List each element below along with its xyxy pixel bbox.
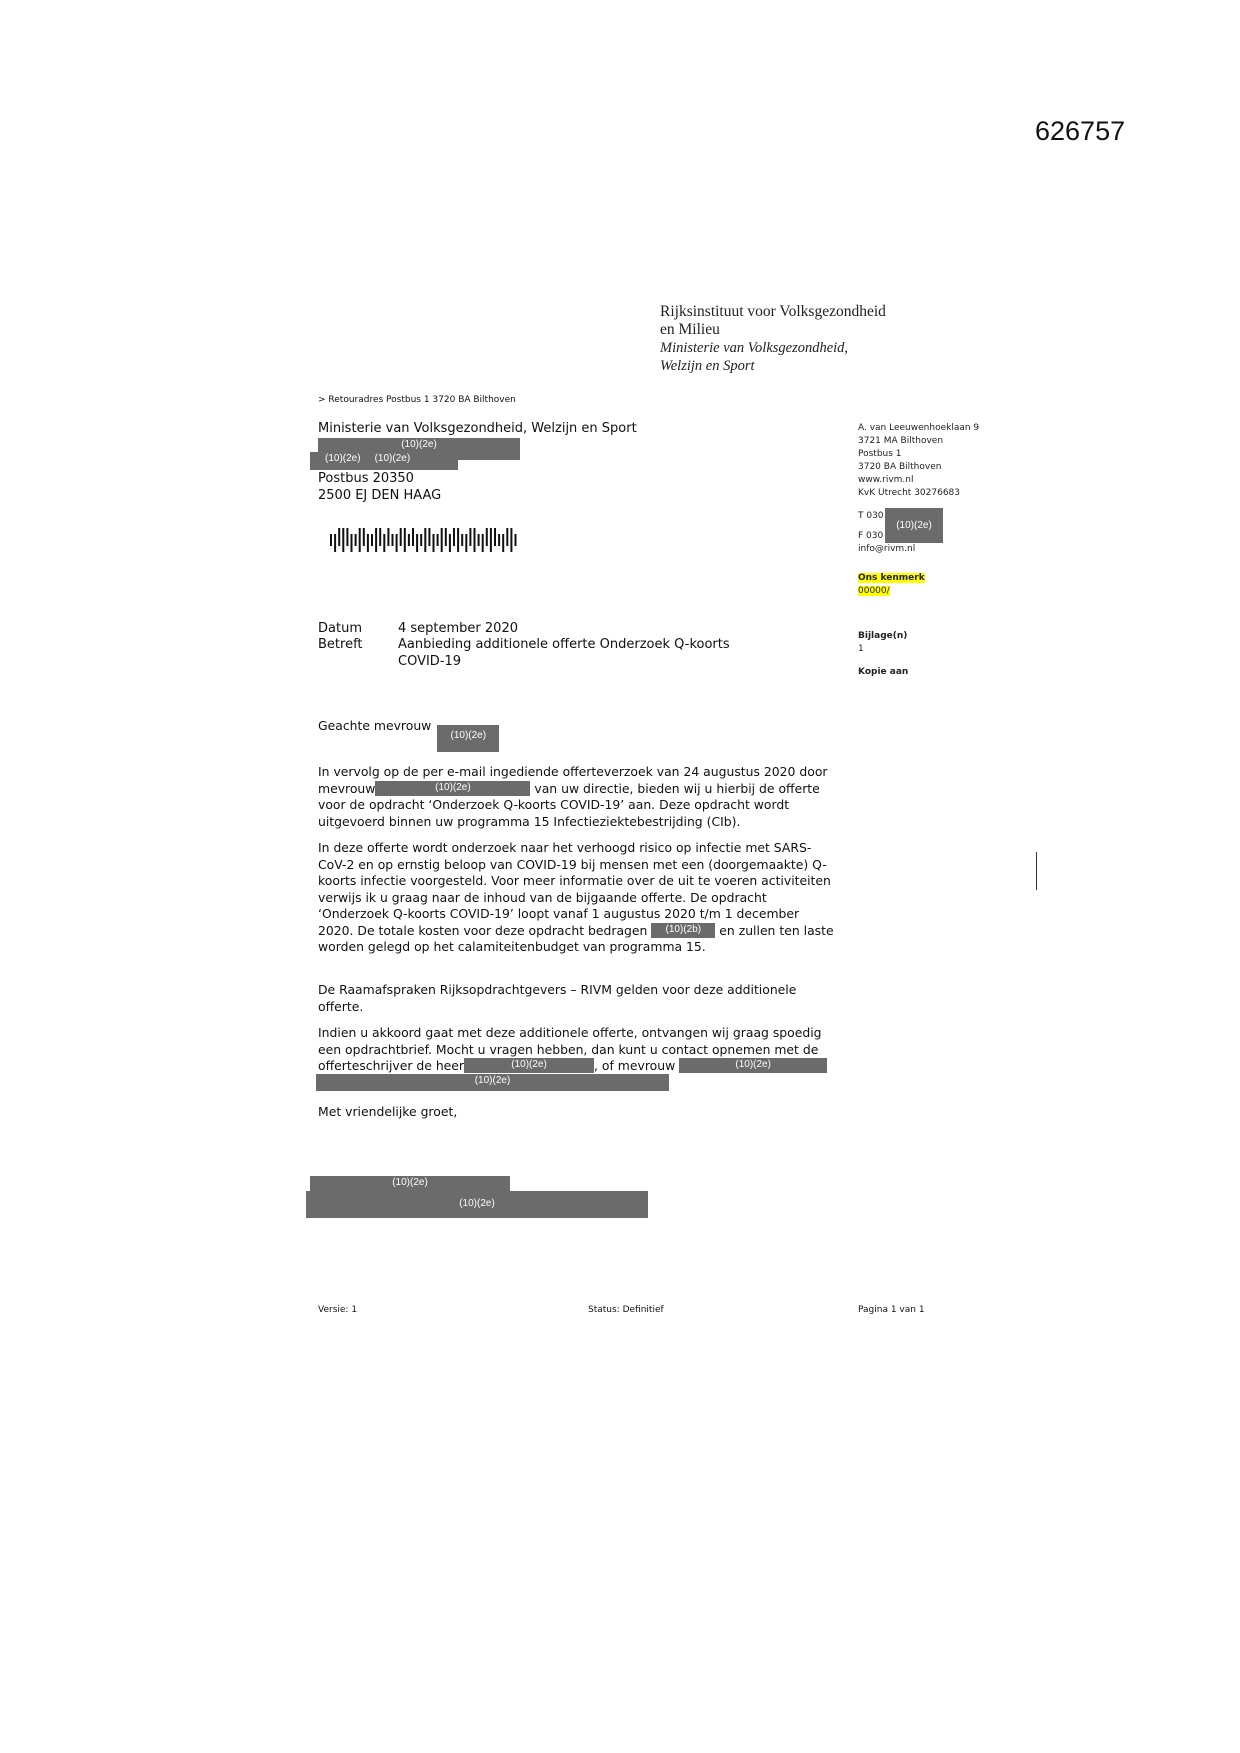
bijlage-label: Bijlage(n)	[858, 631, 908, 641]
kenmerk-value: 00000/	[858, 586, 890, 596]
datum-value: 4 september 2020	[398, 621, 518, 636]
betreft-value-2: COVID-19	[398, 654, 462, 669]
text-line: verwijs ik u graag naar de inhoud van de bijgaande offerte. De opdracht	[318, 889, 767, 905]
bijlage-value: 1	[858, 644, 864, 654]
text-line: voor de opdracht ‘Onderzoek Q-koorts COVID-19’ aan. Deze opdracht wordt	[318, 797, 790, 812]
redaction-label: (10)(2e)	[392, 1177, 428, 1188]
text-fragment: , of mevrouw	[594, 1058, 676, 1073]
kopie-label: Kopie aan	[858, 667, 909, 677]
text-line: offerte.	[318, 998, 364, 1014]
redaction-label: (10)(2e)	[435, 781, 471, 793]
recipient-name: Ministerie van Volksgezondheid, Welzijn en Sport	[318, 421, 637, 436]
text-fragment: mevrouw	[318, 780, 376, 796]
redaction-block	[310, 452, 458, 470]
text-line: een opdrachtbrief. Mocht u vragen hebben, dan kunt u contact opnemen met de	[318, 1041, 819, 1057]
redaction-block	[310, 1176, 510, 1192]
redaction-block	[375, 781, 530, 796]
document-number: 626757	[1035, 116, 1126, 146]
betreft-label: Betreft	[318, 637, 363, 652]
margin-line	[1036, 852, 1037, 890]
redaction-label: (10)(2e)	[511, 1059, 547, 1070]
redaction-block	[316, 1074, 669, 1091]
redaction-label: (10)(2e)	[474, 1075, 511, 1086]
sidebar-postbus-zip: 3720 BA Bilthoven	[858, 462, 942, 472]
sender-logo	[660, 303, 886, 375]
return-address: > Retouradres Postbus 1 3720 BA Bilthoven	[318, 395, 516, 405]
sidebar-email: info@rivm.nl	[858, 544, 916, 554]
text-line: De Raamafspraken Rijksopdrachtgevers – RIVM gelden voor deze additionele	[318, 982, 797, 997]
recipient-postbus: Postbus 20350	[318, 471, 414, 486]
text-line: In vervolg op de per e-mail ingediende offerteverzoek van 24 augustus 2020 door	[318, 764, 828, 779]
logo-line-1: Rijksinstituut voor Volksgezondheid	[660, 303, 886, 320]
sidebar-kvk: KvK Utrecht 30276683	[858, 488, 960, 498]
sidebar-kenmerk	[858, 572, 925, 598]
paragraph-2	[318, 840, 848, 956]
redaction-block	[437, 725, 499, 752]
text-line: worden gelegd op het calamiteitenbudget van programma 15.	[318, 939, 706, 954]
paragraph-4	[318, 1025, 848, 1075]
redaction-label: (10)(2e)	[401, 439, 437, 450]
redaction-block	[885, 508, 943, 543]
redaction-label: (10)(2b)	[665, 923, 702, 935]
logo-line-3: Ministerie van Volksgezondheid,	[660, 340, 849, 356]
text-line: ‘Onderzoek Q-koorts COVID-19’ loopt vanaf 1 augustus 2020 t/m 1 december	[318, 906, 800, 921]
redaction-block	[306, 1191, 648, 1218]
redaction-label: (10)(2e)	[450, 730, 487, 741]
postal-barcode	[330, 528, 522, 552]
sidebar-phone: T 030	[858, 511, 884, 521]
footer-version: Versie: 1	[318, 1305, 358, 1315]
sidebar-bijlage	[858, 630, 907, 656]
betreft-value-1: Aanbieding additionele offerte Onderzoek Q-koorts	[398, 637, 730, 652]
text-fragment: offerteschrijver de heer	[318, 1058, 465, 1073]
redaction-block	[651, 923, 715, 938]
redaction-label: (10)(2e)	[735, 1059, 771, 1070]
redaction-label: (10)(2e)	[325, 453, 361, 464]
text-line: In deze offerte wordt onderzoek naar het verhoogd risico op infectie met SARS-	[318, 840, 812, 855]
closing: Met vriendelijke groet,	[318, 1104, 458, 1119]
redaction-label: (10)(2e)	[459, 1198, 495, 1209]
footer-status: Status: Definitief	[588, 1305, 664, 1315]
redaction-label: (10)(2e)	[374, 453, 411, 464]
text-line	[318, 1058, 848, 1075]
salutation	[318, 718, 848, 752]
logo-line-2: en Milieu	[660, 321, 720, 338]
recipient-city: 2500 EJ DEN HAAG	[318, 488, 442, 503]
text-fragment: van uw directie, bieden wij u hierbij de offerte	[534, 780, 820, 796]
text-fragment: 2020. De totale kosten voor deze opdracht bedragen	[318, 922, 648, 938]
text-line: uitgevoerd binnen uw programma 15 Infectieziektebestrijding (CIb).	[318, 813, 741, 829]
text-line	[318, 781, 848, 798]
redaction-block	[464, 1058, 594, 1073]
sidebar-postbus: Postbus 1	[858, 449, 902, 459]
footer-page: Pagina 1 van 1	[858, 1305, 925, 1315]
sidebar-street: A. van Leeuwenhoeklaan 9	[858, 423, 980, 433]
paragraph-1	[318, 764, 848, 830]
text-line: Indien u akkoord gaat met deze additionele offerte, ontvangen wij graag spoedig	[318, 1025, 822, 1040]
salutation-text: Geachte mevrouw	[318, 718, 432, 733]
sidebar-zip: 3721 MA Bilthoven	[858, 436, 944, 446]
sidebar-website: www.rivm.nl	[858, 475, 914, 485]
letter-meta	[318, 621, 778, 669]
kenmerk-label: Ons kenmerk	[858, 573, 925, 583]
paragraph-3	[318, 982, 848, 1015]
sidebar-fax: F 030	[858, 531, 884, 541]
redaction-label: (10)(2e)	[896, 520, 932, 531]
datum-label: Datum	[318, 621, 362, 636]
text-fragment: en zullen ten laste	[719, 922, 834, 938]
sidebar-address	[858, 422, 979, 487]
text-line	[318, 923, 848, 940]
text-line: koorts infectie voorgesteld. Voor meer informatie over de uit te voeren activiteiten	[318, 873, 831, 888]
text-line: CoV-2 en op ernstig beloop van COVID-19 bij mensen met een (doorgemaakte) Q-	[318, 856, 827, 872]
redaction-block	[679, 1058, 827, 1073]
logo-line-4: Welzijn en Sport	[660, 358, 755, 374]
